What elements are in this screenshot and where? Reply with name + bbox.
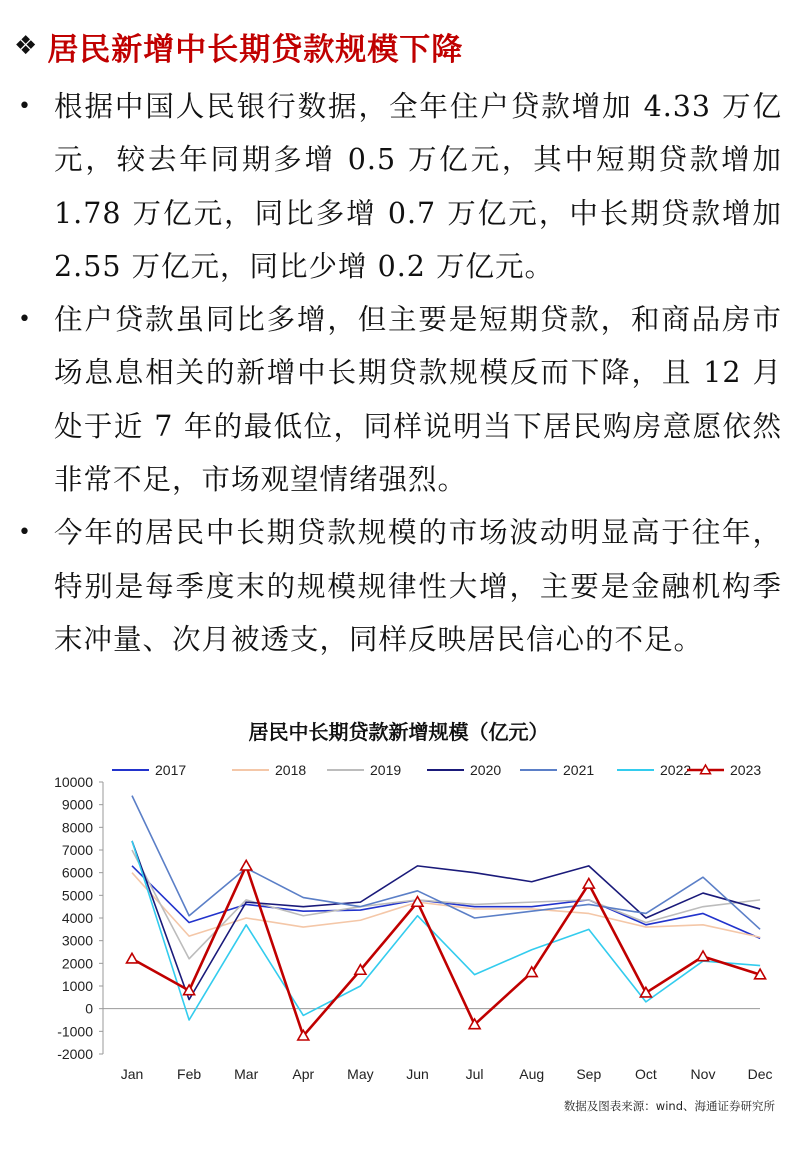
bullet-dot-icon: • [18, 520, 31, 546]
y-tick-label: 9000 [61, 796, 93, 813]
heading-title: 居民新增中长期贷款规模下降 [47, 31, 464, 68]
x-tick-label: Dec [747, 1066, 773, 1082]
x-tick-label: May [347, 1066, 374, 1082]
bullet-text: 根据中国人民银行数据，全年住户贷款增加 4.33 万亿元，较去年同期多增 0.5 万亿元，其中短期贷款增加 1.78 万亿元，同比多增 0.7 万亿元，中长期贷款增加 2.55 万亿元，同比少增 0.2 万亿元。 [54, 90, 782, 283]
y-tick-label: -2000 [57, 1046, 93, 1062]
x-tick-label: Jul [465, 1066, 484, 1082]
legend-label-2017: 2017 [155, 762, 187, 778]
line-chart [0, 755, 797, 1090]
legend-label-2023: 2023 [730, 762, 762, 778]
diamond-bullet-icon: ❖ [14, 31, 38, 61]
bullet-item [14, 80, 782, 293]
chart-title: 居民中长期贷款新增规模（亿元） [248, 720, 549, 744]
y-tick-label: -1000 [57, 1023, 93, 1040]
legend-label-2018: 2018 [275, 762, 307, 778]
bullet-list [14, 80, 782, 666]
series-point-2023 [583, 879, 594, 889]
y-tick-label: 1000 [61, 978, 93, 994]
source-note: 数据及图表来源：wind、海通证券研究所 [563, 1099, 775, 1113]
bullet-item [14, 506, 782, 666]
x-tick-label: Jan [120, 1066, 144, 1082]
bullet-text: 今年的居民中长期贷款规模的市场波动明显高于往年，特别是每季度末的规模规律性大增，主要是金融机构季末冲量、次月被透支，同样反映居民信心的不足。 [54, 516, 782, 656]
bullet-dot-icon: • [18, 94, 31, 119]
y-tick-label: 8000 [61, 819, 93, 836]
bullet-text: 住户贷款虽同比多增，但主要是短期贷款，和商品房市场息息相关的新增中长期贷款规模反而下降，且 12 月处于近 7 年的最低位，同样说明当下居民购房意愿依然非常不足，市场观望情绪强烈。 [54, 303, 782, 497]
y-tick-label: 0 [85, 1000, 93, 1017]
y-tick-label: 4000 [61, 910, 93, 926]
y-tick-label: 10000 [54, 774, 93, 790]
series-line-2022 [132, 841, 760, 1020]
series-point-2023 [241, 860, 252, 870]
bullet-dot-icon: • [18, 307, 31, 333]
x-tick-label: Apr [292, 1066, 315, 1082]
series-point-2023 [698, 951, 709, 961]
y-tick-label: 2000 [61, 955, 93, 972]
x-tick-label: Aug [519, 1066, 545, 1082]
y-tick-label: 5000 [61, 887, 93, 904]
series-line-2023 [132, 866, 760, 1036]
x-tick-label: Feb [177, 1066, 202, 1082]
legend-label-2019: 2019 [370, 762, 402, 778]
y-tick-label: 6000 [61, 864, 93, 881]
x-tick-label: Sep [576, 1066, 602, 1082]
section-heading [14, 22, 463, 70]
series-point-2023 [412, 897, 423, 907]
bullet-item [14, 293, 782, 506]
legend-label-2022: 2022 [660, 762, 692, 778]
x-tick-label: Oct [635, 1066, 657, 1082]
legend-label-2020: 2020 [470, 762, 502, 778]
y-tick-label: 3000 [61, 932, 93, 949]
legend-label-2021: 2021 [563, 762, 595, 778]
series-point-2023 [127, 953, 138, 963]
x-tick-label: Mar [234, 1066, 259, 1082]
x-tick-label: Jun [406, 1066, 429, 1082]
x-tick-label: Nov [690, 1066, 716, 1082]
series-point-2023 [640, 987, 651, 997]
y-tick-label: 7000 [61, 842, 93, 858]
